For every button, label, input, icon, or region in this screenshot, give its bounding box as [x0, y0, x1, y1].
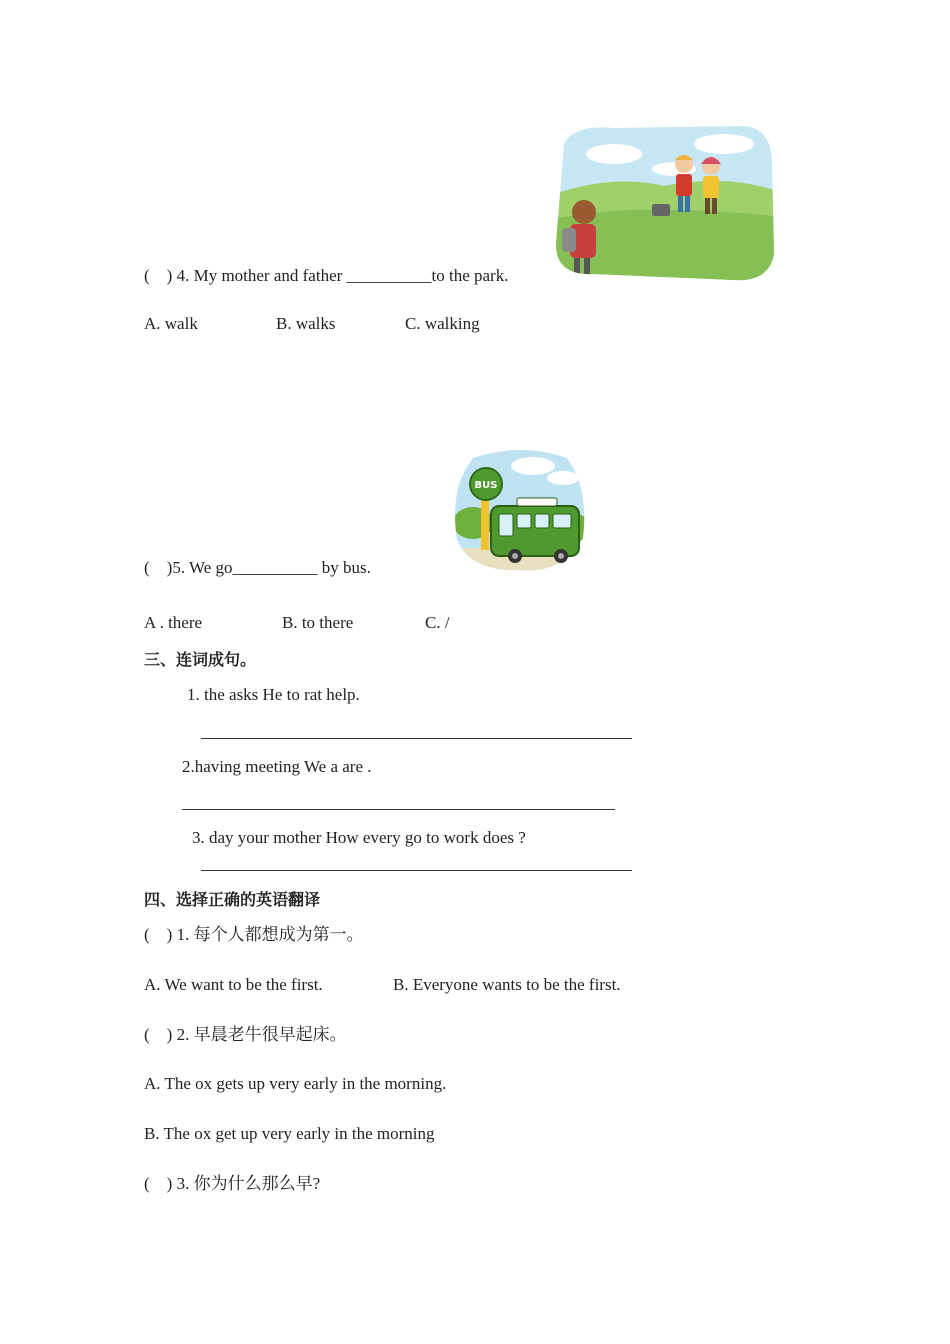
question-4-option-c: C. walking [405, 314, 480, 333]
answer-line-2 [182, 809, 615, 810]
question-5-stem: ( )5. We go__________ by bus. [144, 558, 371, 577]
translation-2-option-a: A. The ox gets up very early in the morning. [144, 1074, 447, 1093]
answer-line-1 [201, 738, 632, 739]
question-5-option-b: B. to there [282, 613, 354, 632]
question-5-option-c: C. / [425, 613, 450, 632]
question-4-option-a: A. walk [144, 314, 198, 333]
translation-2-option-b: B. The ox get up very early in the morning [144, 1124, 435, 1143]
answer-line-3 [201, 870, 632, 871]
translation-question-1: ( ) 1. 每个人都想成为第一。 [144, 925, 364, 944]
sentence-1-words: 1. the asks He to rat help. [187, 685, 360, 704]
bus-stop-illustration [453, 448, 587, 572]
question-4-stem: ( ) 4. My mother and father __________to the park. [144, 266, 509, 285]
translation-1-option-a: A. We want to be the first. [144, 975, 323, 994]
bus-sign-text: BUS [474, 480, 498, 491]
translation-question-3: ( ) 3. 你为什么那么早? [144, 1174, 321, 1193]
section-3-title: 三、连词成句。 [144, 650, 257, 669]
translation-question-2: ( ) 2. 早晨老牛很早起床。 [144, 1025, 347, 1044]
question-5-option-a: A . there [144, 613, 203, 632]
question-4-option-b: B. walks [276, 314, 336, 333]
hiking-illustration [554, 124, 774, 282]
section-4-title: 四、选择正确的英语翻译 [144, 890, 321, 909]
sentence-3-words: 3. day your mother How every go to work does ? [192, 828, 526, 847]
sentence-2-words: 2.having meeting We a are . [182, 757, 372, 776]
translation-1-option-b: B. Everyone wants to be the first. [393, 975, 621, 994]
